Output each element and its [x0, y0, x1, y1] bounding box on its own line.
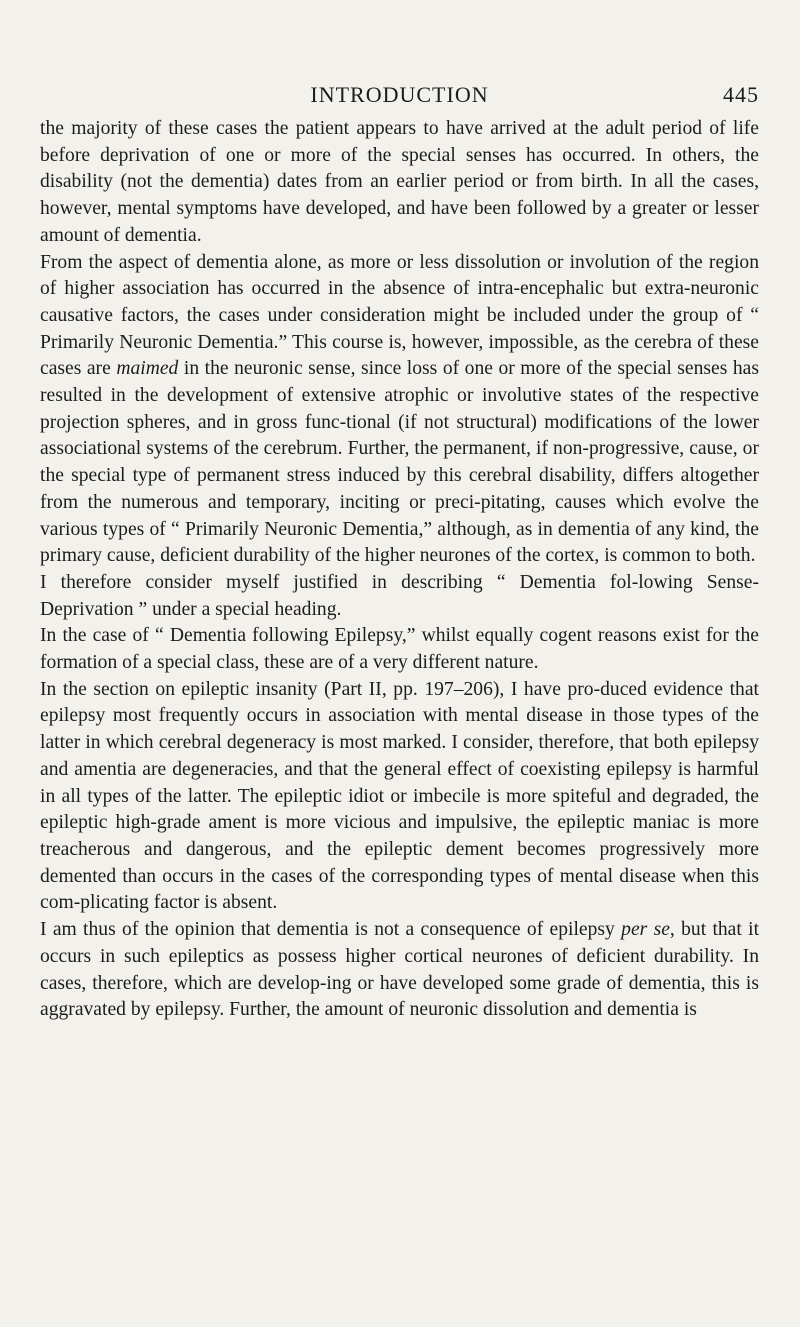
italic-text: maimed: [116, 358, 179, 380]
italic-text: per se: [621, 919, 670, 941]
paragraph-text: in the neuronic sense, since loss of one or more of the special senses has resulted in the development of extensive atrophic or involutive states of the respective projection spheres, and in gross func-tional (if not structural) modifications of the lower associational systems of the cerebrum. Further, the permanent, if non-progressive, cause, or the special type of permanent stress induced by this cerebral disability, differs altogether from the numerous and temporary, inciting or preci-pitating, causes which evolve the various types of “ Primarily Neuronic Dementia,” although, as in dementia of any kind, the primary cause, deficient durability of the higher neurones of the cortex, is common to both.: [40, 358, 760, 567]
paragraph-text: the majority of these cases the patient appears to have arrived at the adult period of life before deprivation of one or more of the special senses has occurred. In others, the disability (not the dementia) dates from an earlier period or from birth. In all the cases, however, mental symptoms have developed, and have been followed by a greater or lesser amount of dementia.: [40, 118, 759, 246]
page-number: 445: [723, 82, 759, 107]
paragraph: [40, 623, 759, 676]
paragraph: [40, 250, 759, 570]
paragraph-text: , but that it occurs in such epileptics as possess higher cortical neurones of deficient durability. In cases, therefore, which are develop-ing or have developed some grade of dementia, this is aggravated by epilepsy. Further, the amount of neuronic dissolution and dementia is: [40, 919, 760, 1021]
paragraph-text: In the section on epileptic insanity (Part II, pp. 197–206), I have pro-duced evidence that epilepsy most frequently occurs in association with mental disease in those types of the latter in which cerebral degeneracy is most marked. I consider, therefore, that both epilepsy and amentia are degeneracies, and that the general effect of coexisting epilepsy is harmful in all types of the latter. The epileptic idiot or imbecile is more spiteful and degraded, the epileptic high-grade ament is more vicious and impulsive, the epileptic maniac is more treacherous and dangerous, and the epileptic dement becomes progressively more demented than occurs in the cases of the corresponding types of mental disease when this com-plicating factor is absent.: [40, 678, 759, 914]
paragraph-text: From the aspect of dementia alone, as more or less dissolution or involution of the region of higher association has occurred in the absence of intra-encephalic but extra-neuronic causative factors, the cases under consideration might be included under the group of “ Primarily Neuronic Dementia.” This course is, however, impossible, as the cerebra of these cases are: [40, 251, 759, 380]
paragraph: [40, 677, 759, 917]
paragraph-text: I am thus of the opinion that dementia is not a consequence of epilepsy: [40, 919, 622, 941]
body-text: [40, 116, 759, 1024]
paragraph: [40, 116, 759, 250]
running-head: [40, 82, 759, 108]
paragraph: [40, 917, 759, 1024]
running-title: INTRODUCTION: [310, 82, 489, 107]
paragraph-text: In the case of “ Dementia following Epilepsy,” whilst equally cogent reasons exist for the formation of a special class, these are of a very different nature.: [40, 625, 759, 674]
paragraph: [40, 570, 759, 623]
paragraph-text: I therefore consider myself justified in describing “ Dementia fol-lowing Sense-Deprivation ” under a special heading.: [40, 571, 759, 620]
